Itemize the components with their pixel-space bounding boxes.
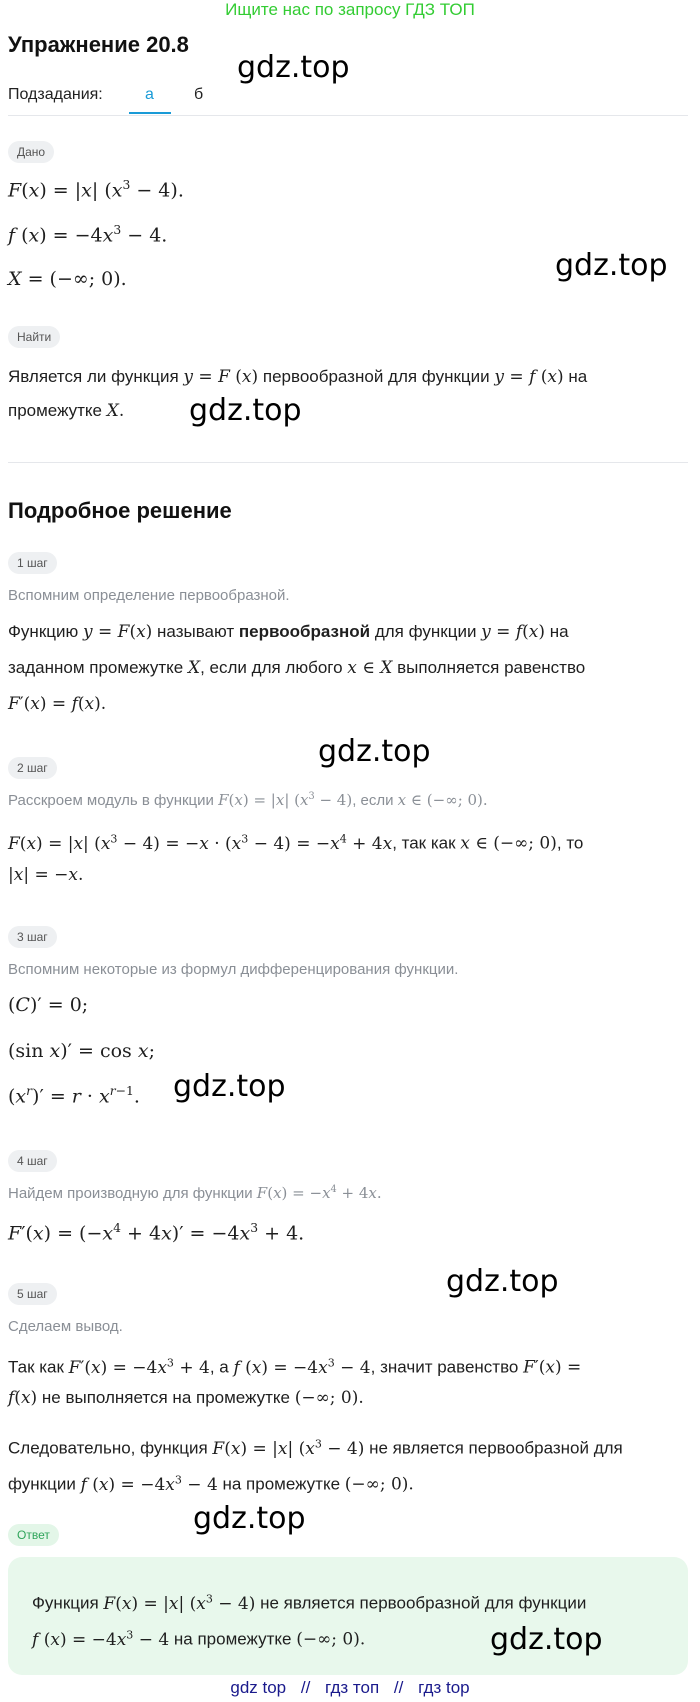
find-tag: Найти xyxy=(8,326,60,348)
step-1-text-line-3: F′(x) = f(x). xyxy=(8,694,107,714)
step-4-hint: Найдем производную для функции $F(x) = -x^4 + 4x$. xyxy=(8,1184,382,1202)
tab-subtask-a[interactable]: а xyxy=(145,86,154,103)
page-title: Упражнение 20.8 xyxy=(8,32,189,57)
search-banner[interactable]: Ищите нас по запросу ГДЗ ТОП xyxy=(225,0,475,19)
tab-subtask-b[interactable]: б xyxy=(194,86,204,103)
answer-text-line-1: Функция F(x) = |x| $(x^3 - 4)$ не является первообразной для функции xyxy=(32,1592,587,1614)
given-line-2: f $(x) = -4x^3 - 4$. xyxy=(8,223,168,247)
watermark: gdz.top xyxy=(193,1501,306,1536)
step-5-tag: 5 шаг xyxy=(8,1283,57,1305)
given-tag: Дано xyxy=(8,141,54,163)
step-1-hint: Вспомним определение первообразной. xyxy=(8,587,290,604)
watermark: gdz.top xyxy=(318,734,431,769)
answer-box xyxy=(8,1557,688,1675)
step-4-text: $F'(x) = (-x^4 + 4x)' = -4x^3 + 4$. xyxy=(8,1221,305,1245)
active-tab-indicator xyxy=(129,112,171,114)
watermark: gdz.top xyxy=(555,248,668,283)
step-1-tag: 1 шаг xyxy=(8,552,57,574)
footer-link-gdz-top[interactable]: gdz top xyxy=(230,1678,287,1697)
footer-link-gdz-top-ru[interactable]: гдз топ xyxy=(325,1678,380,1697)
step-4-tag: 4 шаг xyxy=(8,1150,57,1172)
solution-title: Подробное решение xyxy=(8,498,232,523)
step-2-text-line-2: |x| = −x. xyxy=(8,865,84,885)
step-3-tag: 3 шаг xyxy=(8,926,57,948)
watermark: gdz.top xyxy=(490,1622,603,1657)
step-5-text2-line-1: Следовательно, функция F(x) = |x| $(x^3 - 4)$ не является первообразной для xyxy=(8,1437,623,1459)
step-3-formula-1: (C)′ = 0; xyxy=(8,994,89,1016)
step-1-text-line-2: заданном промежутке X, если для любого x ∈ X выполняется равенство xyxy=(8,658,586,678)
step-1-text-line-1: Функцию y = F(x) называют первообразной для функции y = f(x) на xyxy=(8,622,569,642)
divider xyxy=(8,462,688,463)
footer-links xyxy=(0,1678,700,1698)
answer-tag: Ответ xyxy=(8,1524,59,1546)
step-2-text-line-1: F(x) = |x| $(x^3 - 4) = -x \cdot (x^3 - 4) = -x^4 + 4x$, так как x ∈ (−∞; 0), то xyxy=(8,832,584,854)
footer-link-gdz-top-mixed[interactable]: гдз top xyxy=(418,1678,470,1697)
answer-text-line-2: f $(x) = -4x^3 - 4$ на промежутке (−∞; 0). xyxy=(32,1628,366,1650)
find-text-line-2: промежутке X. xyxy=(8,401,125,421)
step-2-hint: Расскроем модуль в функции F(x) = |x| $(x^3 - 4)$, если x ∈ (−∞; 0). xyxy=(8,791,488,809)
step-5-text2-line-2: функции f $(x) = -4x^3 - 4$ на промежутке (−∞; 0). xyxy=(8,1473,414,1495)
footer-separator: // xyxy=(300,1678,311,1697)
watermark: gdz.top xyxy=(173,1069,286,1104)
step-5-text1-line-1: Так как $F'(x) = -4x^3 + 4$, а f $(x) = -4x^3 - 4$, значит равенство F′(x) = xyxy=(8,1356,582,1378)
given-line-1: F(x) = |x| $(x^3 - 4)$. xyxy=(8,178,184,202)
given-line-3: X = (−∞; 0). xyxy=(8,268,127,290)
watermark: gdz.top xyxy=(237,50,350,85)
step-5-text1-line-2: f(x) не выполняется на промежутке (−∞; 0). xyxy=(8,1388,364,1408)
step-3-hint: Вспомним некоторые из формул дифференцирования функции. xyxy=(8,961,459,978)
footer-separator: // xyxy=(393,1678,404,1697)
step-3-formula-2: (sin x)′ = cos x; xyxy=(8,1040,155,1062)
watermark: gdz.top xyxy=(446,1264,559,1299)
step-5-hint: Сделаем вывод. xyxy=(8,1318,123,1335)
watermark: gdz.top xyxy=(189,393,302,428)
find-text-line-1: Является ли функция y = F (x) первообразной для функции y = f (x) на xyxy=(8,367,588,387)
step-2-tag: 2 шаг xyxy=(8,757,57,779)
divider xyxy=(8,115,688,116)
step-3-formula-3: $(x^r)' = r \cdot x^{r-1}$. xyxy=(8,1084,140,1108)
subtasks-label: Подзадания: xyxy=(8,86,103,103)
